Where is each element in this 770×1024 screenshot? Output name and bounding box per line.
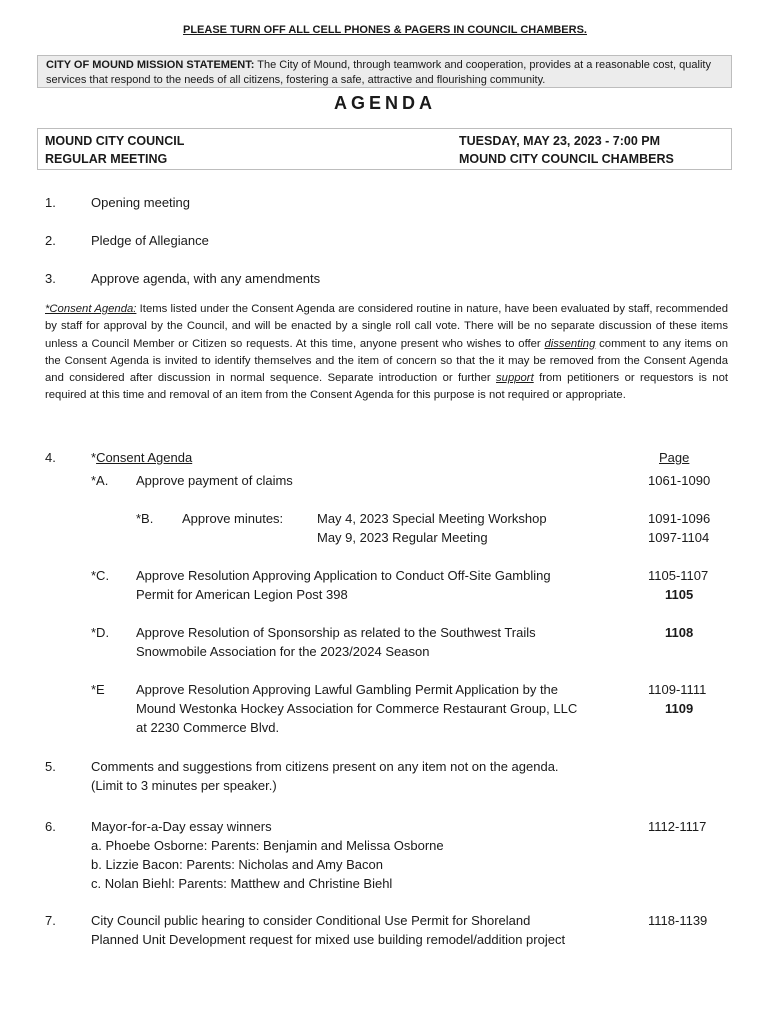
- item-number: 7.: [45, 913, 56, 928]
- council-name: MOUND CITY COUNCIL: [45, 134, 185, 148]
- page-range: 1112-1117: [648, 819, 707, 834]
- subitem-text: Approve payment of claims: [136, 473, 293, 488]
- page-number-bold: 1109: [665, 701, 694, 716]
- minutes-line: May 9, 2023 Regular Meeting: [317, 530, 488, 545]
- item-number: 1.: [45, 195, 56, 210]
- subitem-text: Approve minutes:: [182, 511, 284, 526]
- item-number: 6.: [45, 819, 56, 834]
- item-number: 3.: [45, 271, 56, 286]
- page-range: 1091-1096: [648, 511, 711, 526]
- item-text: Comments and suggestions from citizens present on any item not on the agenda.: [91, 759, 559, 774]
- page-range: 1118-1139: [648, 913, 708, 928]
- page-range: 1105-1107: [648, 568, 709, 583]
- item-number: 2.: [45, 233, 56, 248]
- consent-note-text: Items listed under the Consent Agenda are considered routine in nature, have been evaluated by staff, recommended by staff for approval by the Council, and will be enacted by a single roll call vote. There will be no separate discussion of these items unless a Council Member or Citizen so requests. At this time, anyone present who wishes to offer: [45, 303, 728, 350]
- mission-text: The City of Mound, through teamwork and cooperation, provides at a reasonable cost, quality services that respond to the needs of all citizens, fostering a safe, attractive and flourishing community.: [46, 59, 711, 86]
- page-number-bold: 1105: [665, 587, 694, 602]
- item-text: Approve agenda, with any amendments: [91, 271, 321, 286]
- item-text: Planned Unit Development request for mixed use building remodel/addition project: [91, 932, 566, 947]
- page-range: 1061-1090: [648, 473, 711, 488]
- meeting-location: MOUND CITY COUNCIL CHAMBERS: [459, 152, 674, 166]
- item-number: 4.: [45, 450, 56, 465]
- consent-note-emphasis: dissenting: [544, 337, 596, 350]
- list-item: c. Nolan Biehl: Parents: Matthew and Christine Biehl: [91, 876, 393, 891]
- subitem-label: *D.: [91, 625, 110, 640]
- consent-agenda-note: [45, 301, 728, 405]
- subitem-text: Permit for American Legion Post 398: [136, 587, 348, 602]
- item-text: Pledge of Allegiance: [91, 233, 209, 248]
- page-range: 1097-1104: [648, 530, 710, 545]
- page-title: AGENDA: [333, 93, 436, 113]
- consent-agenda-heading: [91, 448, 192, 467]
- consent-note-text: from petitioners or requestors is not required at this time and removal of an item from the Consent Agenda for this purpose is not required or appropriate.: [45, 372, 728, 402]
- subitem-text: Snowmobile Association for the 2023/2024 Season: [136, 644, 430, 659]
- subitem-label: *A.: [91, 473, 109, 488]
- subitem-label: *E: [91, 682, 105, 697]
- page-range: 1109-1111: [648, 682, 707, 697]
- subitem-label: *B.: [136, 511, 154, 526]
- item-text: Mayor-for-a-Day essay winners: [91, 819, 272, 834]
- subitem-text: Approve Resolution Approving Lawful Gambling Permit Application by the: [136, 682, 559, 697]
- mission-label: CITY OF MOUND MISSION STATEMENT:: [46, 59, 255, 71]
- mission-statement: [37, 55, 732, 88]
- consent-star: *: [91, 450, 97, 465]
- subitem-text: Approve Resolution Approving Application to Conduct Off-Site Gambling: [136, 568, 551, 583]
- list-item: a. Phoebe Osborne: Parents: Benjamin and Melissa Osborne: [91, 838, 444, 853]
- item-text: Opening meeting: [91, 195, 191, 210]
- item-text: (Limit to 3 minutes per speaker.): [91, 778, 277, 793]
- minutes-line: May 4, 2023 Special Meeting Workshop: [317, 511, 547, 526]
- page-column-header: Page: [659, 450, 690, 465]
- consent-note-emphasis: support: [496, 372, 534, 385]
- list-item: b. Lizzie Bacon: Parents: Nicholas and Amy Bacon: [91, 857, 383, 872]
- subitem-text: Approve Resolution of Sponsorship as related to the Southwest Trails: [136, 625, 536, 640]
- meeting-type: REGULAR MEETING: [45, 152, 168, 166]
- meeting-datetime: TUESDAY, MAY 23, 2023 - 7:00 PM: [459, 134, 661, 148]
- consent-note-text: comment to any items on the Consent Agenda is invited to identify themselves and the item of concern so that the it may be removed from the Consent Agenda and considered after discussion in normal sequence. Separate introduction or further: [45, 337, 728, 385]
- subitem-text: Mound Westonka Hockey Association for Commerce Restaurant Group, LLC: [136, 701, 578, 716]
- item-text: City Council public hearing to consider Conditional Use Permit for Shoreland: [91, 913, 531, 928]
- page-number-bold: 1108: [665, 625, 694, 640]
- consent-title: Consent Agenda: [96, 450, 193, 465]
- consent-note-label: *Consent Agenda:: [45, 303, 137, 315]
- cell-phone-notice: PLEASE TURN OFF ALL CELL PHONES & PAGERS IN COUNCIL CHAMBERS.: [183, 24, 587, 36]
- subitem-label: *C.: [91, 568, 110, 583]
- subitem-text: at 2230 Commerce Blvd.: [136, 720, 280, 735]
- item-number: 5.: [45, 759, 56, 774]
